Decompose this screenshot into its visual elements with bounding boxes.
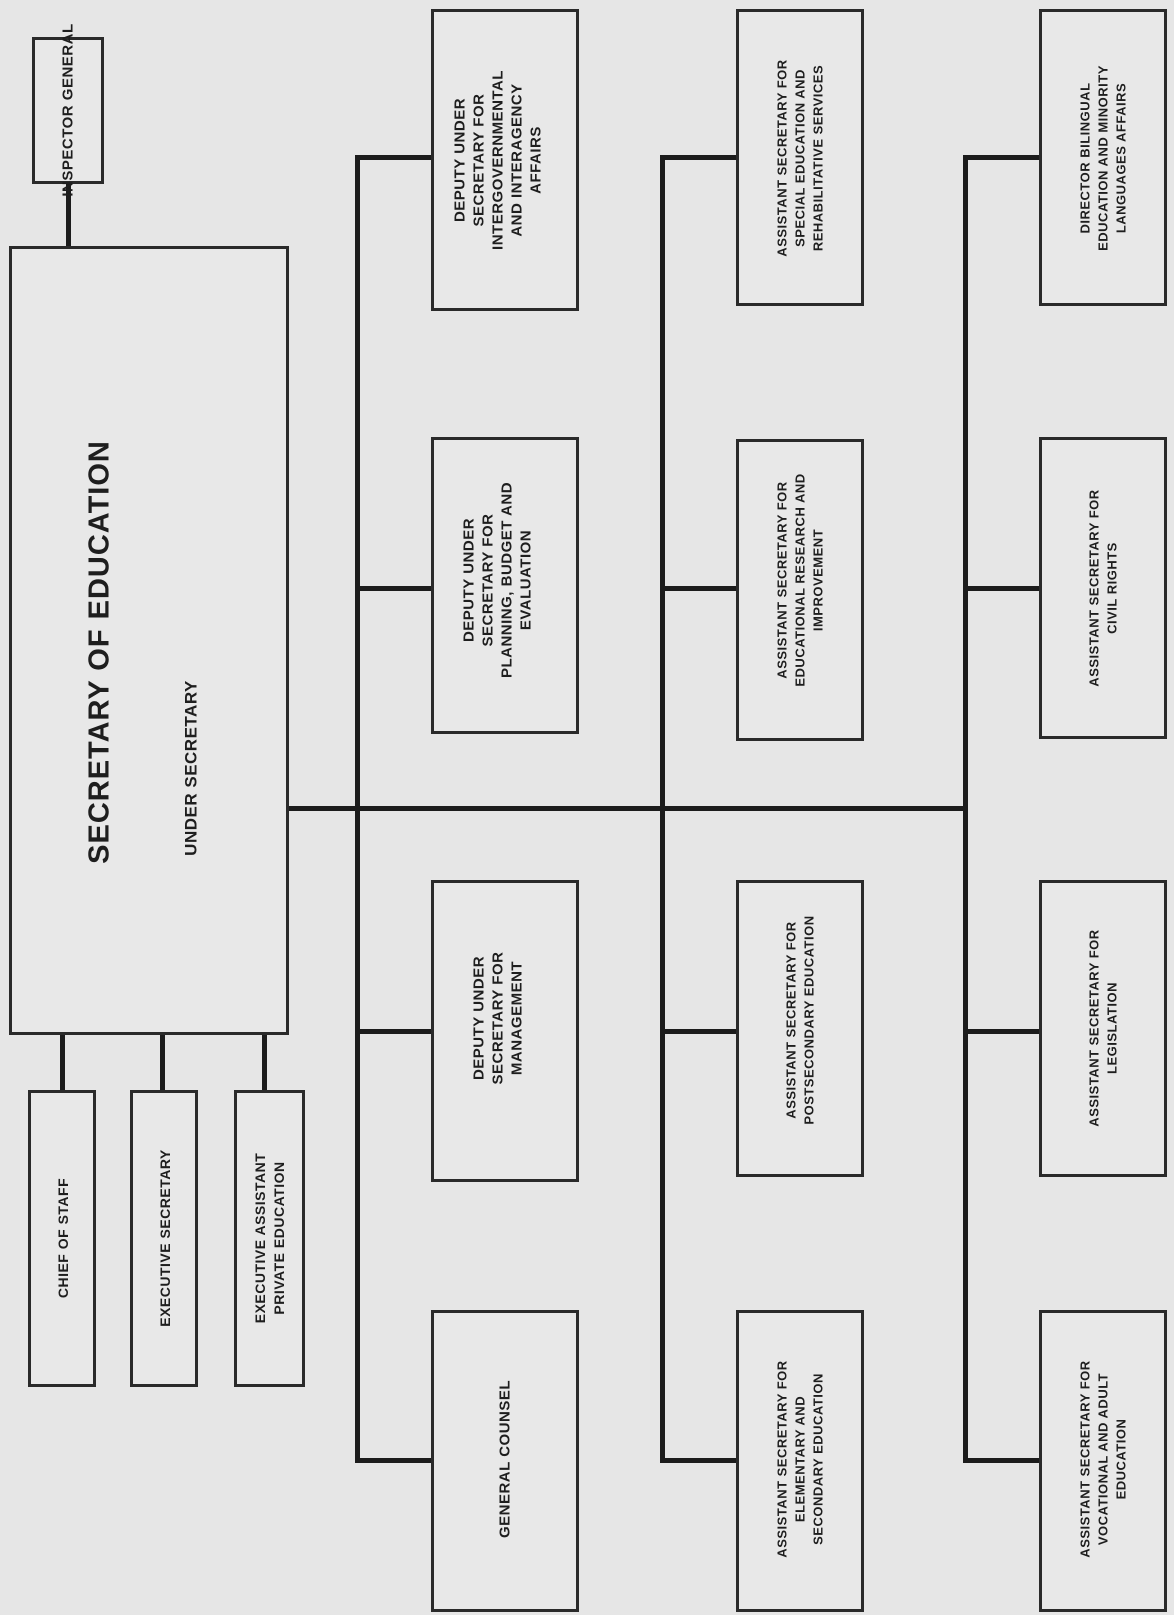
intergovernmental-label-line-2: SECRETARY FOR	[470, 93, 488, 227]
branch-bilingual	[963, 155, 1039, 160]
intergovernmental-label-line-4: AND INTERAGENCY	[508, 83, 526, 237]
planning-label-line-3: PLANNING, BUDGET AND	[498, 481, 516, 679]
connector-chief-of-staff	[60, 1034, 65, 1092]
planning-label-line-2: SECRETARY FOR	[479, 513, 497, 647]
branch-planning	[355, 586, 431, 591]
intergovernmental-label-line-3: INTERGOVERNMENTAL	[489, 70, 507, 250]
research-label-line-3: IMPROVEMENT	[810, 528, 826, 632]
vocational-label-line-3: EDUCATION	[1113, 1418, 1129, 1500]
special-education-label-line-2: SPECIAL EDUCATION AND	[792, 69, 808, 247]
executive-assistant-line-2: PRIVATE EDUCATION	[271, 1161, 287, 1315]
civil-rights-box	[1039, 437, 1167, 739]
connector-executive-secretary	[160, 1034, 165, 1092]
under-secretary-label: UNDER SECRETARY	[181, 680, 201, 856]
chief-of-staff-label: CHIEF OF STAFF	[55, 1177, 71, 1299]
column-2-spine	[660, 155, 665, 1463]
research-label-line-1: ASSISTANT SECRETARY FOR	[774, 481, 790, 679]
elementary-label-line-2: ELEMENTARY AND	[792, 1395, 808, 1523]
bilingual-label-line-3: LANGUAGES AFFAIRS	[1113, 82, 1129, 234]
postsecondary-label-line-1: ASSISTANT SECRETARY FOR	[783, 921, 799, 1119]
branch-general-counsel	[355, 1458, 431, 1463]
legislation-label-line-1: ASSISTANT SECRETARY FOR	[1086, 929, 1102, 1127]
vocational-label-line-1: ASSISTANT SECRETARY FOR	[1077, 1360, 1093, 1558]
general-counsel-label: GENERAL COUNSEL	[496, 1379, 514, 1539]
executive-assistant-box	[234, 1090, 305, 1387]
bilingual-label-line-1: DIRECTOR BILINGUAL	[1077, 82, 1093, 234]
bilingual-label-line-2: EDUCATION AND MINORITY	[1095, 65, 1111, 251]
branch-research	[660, 586, 736, 591]
executive-secretary-label: EXECUTIVE SECRETARY	[157, 1149, 173, 1327]
postsecondary-education-box	[736, 880, 864, 1177]
branch-special-education	[660, 155, 736, 160]
elementary-label-line-1: ASSISTANT SECRETARY FOR	[774, 1360, 790, 1558]
main-trunk-line	[288, 806, 964, 811]
postsecondary-label-line-2: POSTSECONDARY EDUCATION	[801, 915, 817, 1125]
branch-vocational	[963, 1458, 1039, 1463]
branch-management	[355, 1029, 431, 1034]
management-label-line-3: MANAGEMENT	[508, 960, 526, 1076]
branch-civil-rights	[963, 586, 1039, 591]
management-label-line-1: DEPUTY UNDER	[470, 955, 488, 1081]
branch-legislation	[963, 1029, 1039, 1034]
civil-rights-label-line-1: ASSISTANT SECRETARY FOR	[1086, 489, 1102, 687]
planning-label-line-1: DEPUTY UNDER	[460, 517, 478, 643]
column-1-spine	[355, 155, 360, 1463]
legislation-box	[1039, 880, 1167, 1177]
special-education-label-line-3: REHABILITATIVE SERVICES	[810, 64, 826, 252]
legislation-label-line-2: LEGISLATION	[1104, 982, 1120, 1074]
column-3-spine	[963, 155, 968, 1463]
secretary-title: SECRETARY OF EDUCATION	[83, 440, 116, 864]
civil-rights-label-line-2: CIVIL RIGHTS	[1104, 542, 1120, 634]
inspector-general-label: INSPECTOR GENERAL	[59, 23, 77, 197]
research-label-line-2: EDUCATIONAL RESEARCH AND	[792, 473, 808, 687]
branch-intergovernmental	[355, 155, 431, 160]
secretary-of-education-box	[9, 246, 289, 1035]
elementary-label-line-3: SECONDARY EDUCATION	[810, 1373, 826, 1545]
intergovernmental-label-line-5: AFFAIRS	[527, 126, 545, 194]
branch-elementary	[660, 1458, 736, 1463]
management-label-line-2: SECRETARY FOR	[489, 951, 507, 1085]
planning-label-line-4: EVALUATION	[517, 529, 535, 631]
branch-postsecondary	[660, 1029, 736, 1034]
vocational-label-line-2: VOCATIONAL AND ADULT	[1095, 1372, 1111, 1546]
intergovernmental-label-line-1: DEPUTY UNDER	[451, 97, 469, 223]
special-education-label-line-1: ASSISTANT SECRETARY FOR	[774, 59, 790, 257]
connector-executive-assistant	[262, 1034, 267, 1092]
executive-assistant-line-1: EXECUTIVE ASSISTANT	[252, 1152, 268, 1324]
